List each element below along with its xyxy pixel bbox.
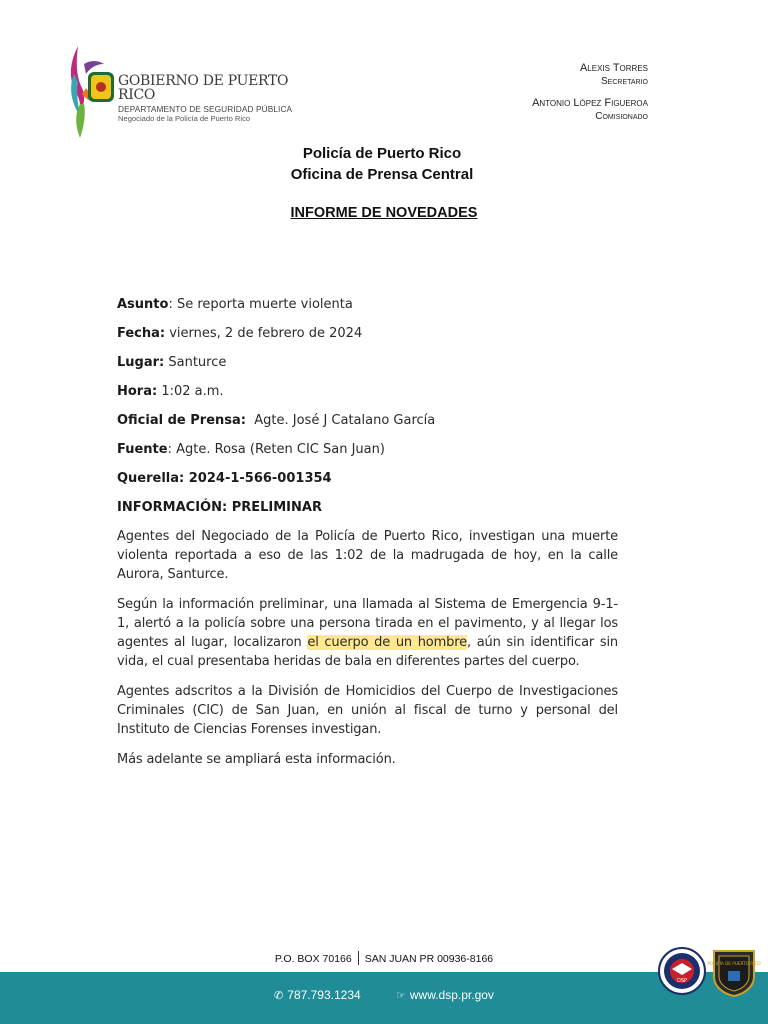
paragraph-1: Agentes del Negociado de la Policía de Puerto Rico, investigan una muerte violenta reportada a eso de las 1:02 de la madrugada de hoy, en la calle Aurora, Santurce.	[117, 529, 618, 582]
field-fecha	[117, 325, 622, 354]
section-heading: INFORMACIÓN: PRELIMINAR	[117, 500, 322, 515]
police-badge-icon	[707, 945, 761, 997]
paragraph-3: Agentes adscritos a la División de Homicidios del Cuerpo de Investigaciones Criminales (CIC) de San Juan, en unión al fiscal de turno y personal del Instituto de Ciencias Forenses investigan.	[117, 684, 618, 737]
commissioner-role: Comisionado	[595, 111, 648, 122]
report-body	[117, 527, 618, 780]
ribbon-emblem-icon	[66, 44, 124, 140]
field-oficial-prensa	[117, 412, 622, 441]
field-label: Oficial de Prensa:	[117, 413, 246, 428]
secretary-role: Secretario	[601, 76, 648, 87]
report-title: INFORME DE NOVEDADES	[290, 205, 478, 221]
press-office-title: Oficina de Prensa Central	[290, 166, 474, 183]
office-title	[0, 143, 764, 185]
coat-of-arms-icon	[88, 72, 114, 102]
phone-icon: ✆	[274, 990, 284, 1002]
secretary-name: Alexis Torres	[579, 62, 648, 74]
field-informacion	[117, 499, 622, 528]
report-fields	[117, 296, 622, 528]
field-label: Fecha:	[117, 326, 166, 341]
officials-block	[532, 62, 648, 123]
field-label: Asunto	[117, 297, 169, 312]
city-address: SAN JUAN PR 00936-8166	[364, 953, 494, 965]
logo-government-name: GOBIERNO DE PUERTO RICO	[118, 73, 289, 103]
field-separator: :	[167, 442, 172, 457]
police-badge-label: POLICÍA DE PUERTO RICO	[707, 961, 761, 966]
field-value: Agte. Rosa (Reten CIC San Juan)	[171, 442, 385, 457]
paragraph-2	[117, 595, 618, 671]
paragraph-2-text: Según la información preliminar, una llamada al Sistema de Emergencia 9-1-1, alertó a la policía sobre una persona tirada en el pavimento, y al llegar los agentes al lugar, localizaron	[117, 597, 618, 650]
field-asunto	[117, 296, 622, 325]
paragraph-2-text-end: , aún sin identificar sin vida, el cual presentaba heridas de bala en diferentes partes del cuerpo.	[117, 635, 619, 669]
government-logo	[66, 44, 296, 140]
field-value: 1:02 a.m.	[157, 384, 224, 399]
field-label: Hora:	[117, 384, 158, 399]
address-divider	[358, 951, 359, 965]
phone-number: 787.793.1234	[287, 988, 361, 1002]
field-label: Lugar:	[117, 355, 165, 370]
commissioner-name: Antonio López Figueroa	[532, 97, 648, 109]
field-separator: :	[168, 297, 173, 312]
field-fuente	[117, 441, 622, 470]
footer-contact	[0, 988, 768, 1002]
po-box: P.O. BOX 70166	[274, 953, 352, 965]
field-label: Querella:	[117, 471, 185, 486]
dsp-seal-label: DSP	[676, 978, 688, 984]
website-url: www.dsp.pr.gov	[409, 988, 494, 1002]
field-value: Se reporta muerte violenta	[172, 297, 353, 312]
website-link[interactable]	[396, 988, 494, 1002]
dsp-seal-icon	[658, 945, 706, 997]
field-value: viernes, 2 de febrero de 2024	[165, 326, 363, 341]
mailing-address	[0, 951, 768, 965]
phone-contact[interactable]	[274, 988, 361, 1002]
paragraph-4: Más adelante se ampliará esta información.	[117, 752, 396, 767]
field-querella	[117, 470, 622, 499]
field-value: Santurce	[164, 355, 227, 370]
field-lugar	[117, 354, 622, 383]
pointer-icon: ☞	[396, 990, 406, 1002]
highlighted-text: el cuerpo de un hombre	[307, 635, 467, 650]
field-value: Agte. José J Catalano García	[245, 413, 436, 428]
field-value: 2024-1-566-001354	[184, 471, 332, 486]
agency-title: Policía de Puerto Rico	[302, 145, 462, 162]
field-label: Fuente	[117, 442, 168, 457]
field-hora	[117, 383, 622, 412]
logo-department-name: DEPARTAMENTO DE SEGURIDAD PÚBLICA	[118, 104, 293, 114]
logo-bureau-name: Negociado de la Policía de Puerto Rico	[118, 114, 251, 124]
